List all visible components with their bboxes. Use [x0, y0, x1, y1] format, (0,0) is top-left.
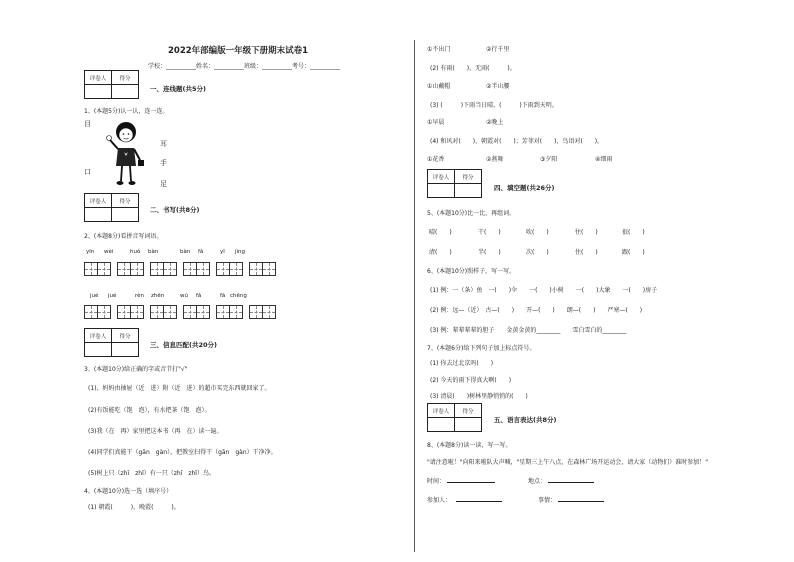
q6-line: (3) 例：辈辈辈辈的胆子 金黄金黄的________ 雪白雪白的________	[430, 327, 627, 334]
q6-line: (1) 例：一（条）鱼 一( )伞 一( )小树 一( )大象 一( )房子	[430, 287, 658, 294]
score-box-grader-label: 评卷人	[85, 71, 112, 85]
score-box-score-cell[interactable]	[112, 208, 139, 222]
section-2-heading: 二、书写(共8分)	[150, 206, 200, 214]
q5-text: 5、(本题10分)比一比，再组词。	[427, 210, 516, 217]
option: ②燕舞	[486, 156, 504, 163]
q2-text: 2、(本题8分)看拼音写词语。	[84, 233, 163, 240]
tianzige-cell[interactable]	[262, 305, 276, 319]
tianzige-cell[interactable]	[150, 262, 164, 276]
score-box-grader-label: 评卷人	[85, 194, 112, 208]
tianzige-cell[interactable]	[183, 305, 197, 319]
girl-illustration	[104, 118, 150, 188]
score-box-score-cell[interactable]	[112, 85, 139, 99]
score-box-grader-label: 评卷人	[85, 329, 112, 343]
q5-word: 晴( )	[429, 229, 452, 236]
q7-text: 7、(本题6分)给下列句子加上标点符号。	[427, 345, 536, 352]
q8-people-field[interactable]	[456, 501, 502, 502]
q5-word: 干( )	[478, 229, 501, 236]
section-5-heading: 五、语言表达(共8分)	[494, 416, 557, 424]
score-box-score-cell[interactable]	[455, 184, 482, 198]
score-box-score-label: 得分	[112, 329, 139, 343]
option: ②行千里	[486, 46, 510, 53]
score-box-1	[84, 70, 139, 99]
q3-item: (5)树上只（zhī zhǐ）有一只（zhī zhǐ）鸟。	[88, 470, 215, 477]
tianzige-cell[interactable]	[196, 262, 210, 276]
q5-word: 次( )	[526, 249, 549, 256]
score-box-score-label: 得分	[112, 71, 139, 85]
pinyin-label: fǎ	[198, 249, 204, 255]
q5-word: 清( )	[429, 249, 452, 256]
tianzige-cell[interactable]	[229, 305, 243, 319]
pinyin-label: jué	[108, 293, 117, 299]
q5-word: 跟( )	[622, 249, 645, 256]
q4-text: 4、(本题10分)选一选（填序号）	[84, 488, 173, 495]
q4-item: (1) 朝霞( )，晚霞( )。	[88, 504, 180, 511]
q1-left-char-1: 目	[84, 120, 91, 128]
pinyin-label: huǒ	[130, 249, 141, 255]
score-box-grader-cell[interactable]	[85, 343, 112, 357]
tianzige-cell[interactable]	[130, 305, 144, 319]
fill-line: (3) ( )下雨当日晴，( )下雨到天明。	[430, 102, 558, 109]
q7-item: (3) 清晨( )树林里静悄悄的( )	[430, 393, 528, 400]
pinyin-label: rèn	[135, 293, 145, 299]
score-box-3	[84, 328, 139, 357]
tianzige-cell[interactable]	[117, 305, 131, 319]
q5-word: 往( )	[575, 229, 598, 236]
q5-word: 半( )	[478, 249, 501, 256]
score-box-2	[84, 193, 139, 222]
section-1-heading: 一、连线题(共5分)	[150, 85, 206, 93]
q5-word: 很( )	[622, 229, 645, 236]
tianzige-cell[interactable]	[84, 262, 98, 276]
pinyin-label: yīn	[86, 249, 95, 255]
option: ④细雨	[595, 156, 613, 163]
q1-right-char-1: 耳	[160, 140, 167, 148]
tianzige-cell[interactable]	[249, 305, 263, 319]
q7-item: (1) 你去过北京吗( )	[430, 360, 494, 367]
score-box-5	[427, 403, 482, 432]
q3-item: (2)有饭能吃（饱 泡），有水把茶（饱 泡）。	[88, 407, 211, 414]
tianzige-cell[interactable]	[130, 262, 144, 276]
tianzige-cell[interactable]	[183, 262, 197, 276]
q8-event-label: 事情：	[538, 497, 557, 504]
pinyin-label: wú	[180, 293, 188, 299]
pinyin-label: fǎ	[196, 293, 202, 299]
q8-event-field[interactable]	[558, 501, 604, 502]
score-box-score-label: 得分	[455, 170, 482, 184]
q8-text: 8、(本题8分)读一读，写一写。	[427, 442, 512, 449]
score-box-grader-label: 评卷人	[428, 404, 455, 418]
q8-place-label: 地点：	[528, 478, 547, 485]
score-box-score-label: 得分	[112, 194, 139, 208]
tianzige-row-1	[84, 262, 276, 276]
score-box-grader-cell[interactable]	[428, 184, 455, 198]
q6-line: (2) 例：远—（近） 古—( ) 开—( ) 朗—( ) 严寒—( )	[430, 307, 643, 314]
score-box-score-label: 得分	[455, 404, 482, 418]
tianzige-cell[interactable]	[196, 305, 210, 319]
column-divider	[414, 40, 415, 552]
option: ①不出门	[427, 46, 451, 53]
option: ①早晨	[427, 119, 445, 126]
q8-people-label: 参加人：	[427, 497, 452, 504]
option: ①山戴帽	[427, 83, 451, 90]
tianzige-cell[interactable]	[216, 262, 230, 276]
tianzige-cell[interactable]	[163, 305, 177, 319]
q1-right-char-2: 手	[160, 159, 167, 167]
score-box-grader-cell[interactable]	[428, 418, 455, 432]
tianzige-cell[interactable]	[262, 262, 276, 276]
q1-right-char-3: 足	[160, 180, 167, 188]
q3-item: (4)同学们真能干（gān gàn），把教室扫得干（gān gàn）干净净。	[88, 449, 277, 456]
option: ②晚上	[486, 119, 504, 126]
q8-time-label: 时间：	[427, 478, 446, 485]
score-box-grader-label: 评卷人	[428, 170, 455, 184]
tianzige-cell[interactable]	[97, 305, 111, 319]
tianzige-cell[interactable]	[249, 262, 263, 276]
q3-text: 3、(本题10分)给正确的字或音节打"√"	[84, 366, 188, 373]
tianzige-row-2	[84, 305, 276, 319]
q1-text: 1、(本题5分)认一认，连一连。	[84, 108, 169, 115]
pinyin-label: yī	[220, 249, 225, 255]
q5-word: 住( )	[575, 249, 598, 256]
section-3-heading: 三、信息匹配(共20分)	[150, 341, 217, 349]
score-box-score-cell[interactable]	[455, 418, 482, 432]
score-box-grader-cell[interactable]	[85, 208, 112, 222]
tianzige-cell[interactable]	[216, 305, 230, 319]
pinyin-label: bàn	[148, 249, 159, 255]
fill-line: (2) 有雨( )，无雨( )。	[430, 65, 516, 72]
option: ②半山腰	[486, 83, 510, 90]
pinyin-label: chēng	[230, 293, 247, 299]
option: ①花香	[427, 156, 445, 163]
tianzige-cell[interactable]	[97, 262, 111, 276]
pinyin-label: bàn	[180, 249, 191, 255]
q7-item: (2) 今天的雨下得真大啊( )	[430, 377, 512, 384]
q6-text: 6、(本题10分)照样子，写一写。	[427, 268, 516, 275]
page-title: 2022年部编版一年级下册期末试卷1	[168, 46, 309, 56]
pinyin-label: wèi	[104, 249, 114, 255]
pinyin-label: jué	[90, 293, 99, 299]
q3-item: (1)、妈妈由抽屉（近 进）附（近 进）的超市买完东西就回家了。	[88, 385, 271, 392]
fill-line: (4) 和风对( )，朝霞对( )；芳菲对( )，鸟语对( )。	[430, 138, 604, 145]
q8-place-field[interactable]	[548, 482, 594, 483]
student-info-fields[interactable]: 学校：__________姓名：__________班级：__________考号：__________	[148, 63, 341, 70]
q1-left-char-2: 口	[84, 168, 91, 176]
q8-notice: "请注意啦！"向阳来啦队大声喊，"星期三上午八点，在森林广场开运动会，请大家（动物们）准时参加！"	[427, 459, 709, 466]
q3-item: (3)我（在 再）家里把这本书（再 在）读一遍。	[88, 428, 223, 435]
option: ③夕阳	[540, 156, 558, 163]
tianzige-cell[interactable]	[163, 262, 177, 276]
tianzige-cell[interactable]	[84, 305, 98, 319]
score-box-score-cell[interactable]	[112, 343, 139, 357]
score-box-4	[427, 169, 482, 198]
pinyin-label: fā	[220, 293, 226, 299]
tianzige-cell[interactable]	[229, 262, 243, 276]
tianzige-cell[interactable]	[150, 305, 164, 319]
score-box-grader-cell[interactable]	[85, 85, 112, 99]
tianzige-cell[interactable]	[117, 262, 131, 276]
pinyin-label: jìng	[235, 249, 246, 255]
section-4-heading: 四、填空题(共26分)	[494, 184, 555, 192]
q8-time-field[interactable]	[447, 482, 495, 483]
pinyin-label: zhēn	[151, 293, 165, 299]
q5-word: 吹( )	[526, 229, 549, 236]
